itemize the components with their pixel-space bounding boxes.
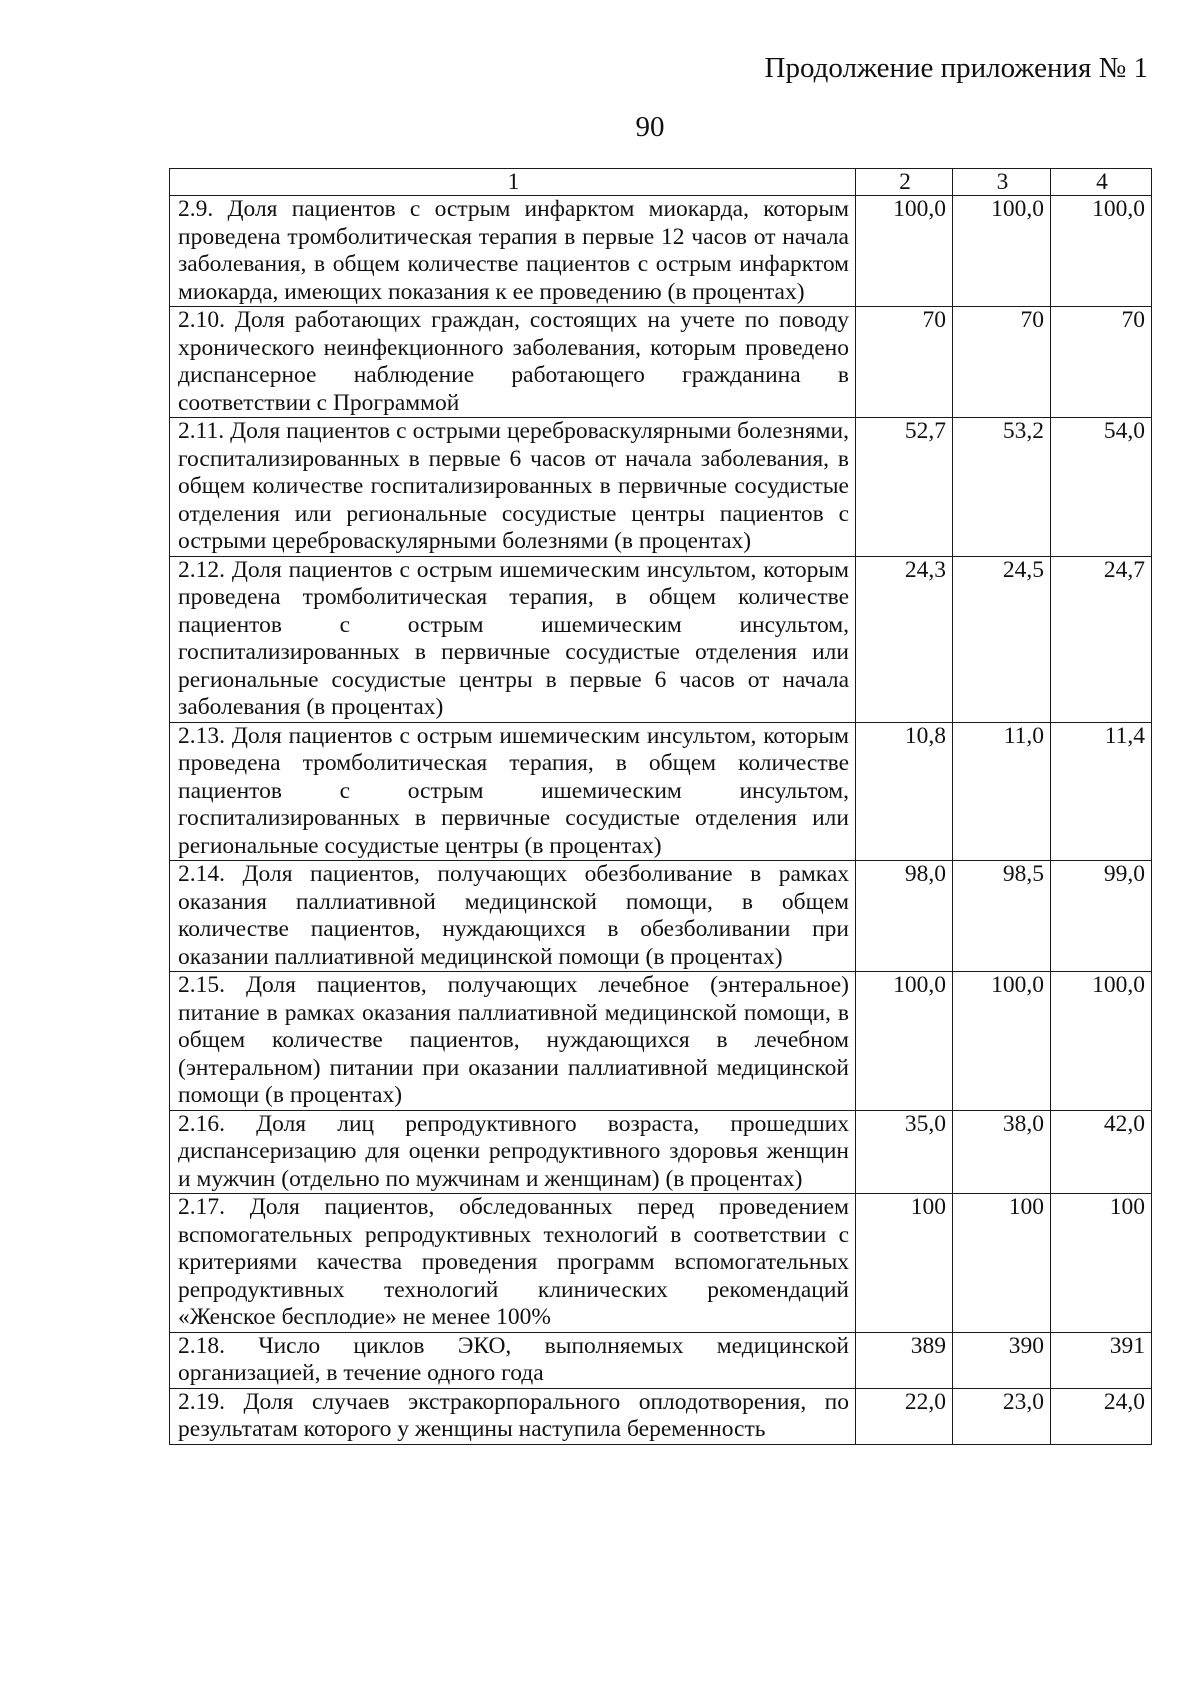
indicator-value-col3: 70 — [953, 307, 1051, 418]
indicator-value-col3: 38,0 — [953, 1110, 1051, 1194]
indicator-description: 2.18. Число циклов ЭКО, выполняемых медицинской организацией, в течение одного года — [170, 1332, 856, 1388]
indicator-value-col2: 24,3 — [856, 556, 953, 722]
indicator-value-col4: 100,0 — [1051, 972, 1152, 1111]
indicator-value-col3: 24,5 — [953, 556, 1051, 722]
indicator-description: 2.12. Доля пациентов с острым ишемическим инсультом, которым проведена тромболитическая терапия, в общем количестве пациентов с острым ишемическим инсультом, госпитализированных в первичные сосудистые отделения или региональные сосудистые центры в первые 6 часов от начала заболевания (в процентах) — [170, 556, 856, 722]
indicators-table — [169, 168, 1152, 1445]
indicator-value-col4: 100 — [1051, 1194, 1152, 1333]
indicator-description: 2.19. Доля случаев экстракорпорального оплодотворения, по результатам которого у женщины наступила беременность — [170, 1388, 856, 1444]
table-row — [170, 722, 1152, 861]
indicator-value-col4: 70 — [1051, 307, 1152, 418]
indicator-value-col4: 24,0 — [1051, 1388, 1152, 1444]
indicator-value-col3: 53,2 — [953, 418, 1051, 557]
column-header-4: 4 — [1051, 169, 1152, 196]
column-header-2: 2 — [856, 169, 953, 196]
indicator-value-col4: 42,0 — [1051, 1110, 1152, 1194]
indicator-description: 2.17. Доля пациентов, обследованных перед проведением вспомогательных репродуктивных технологий в соответствии с критериями качества проведения программ вспомогательных репродуктивных технологий клинических рекомендаций «Женское бесплодие» не менее 100% — [170, 1194, 856, 1333]
table-row — [170, 1194, 1152, 1333]
indicator-description: 2.14. Доля пациентов, получающих обезболивание в рамках оказания паллиативной медицинской помощи, в общем количестве пациентов, нуждающихся в обезболивании при оказании паллиативной медицинской помощи (в процентах) — [170, 861, 856, 972]
indicator-value-col2: 52,7 — [856, 418, 953, 557]
indicator-description: 2.11. Доля пациентов с острыми цереброваскулярными болезнями, госпитализированных в первые 6 часов от начала заболевания, в общем количестве госпитализированных в первичные сосудистые отделения или региональные сосудистые центры пациентов с острыми цереброваскулярными болезнями (в процентах) — [170, 418, 856, 557]
page-number: 90 — [635, 111, 665, 143]
indicator-value-col3: 23,0 — [953, 1388, 1051, 1444]
table-row — [170, 556, 1152, 722]
indicator-value-col2: 100,0 — [856, 196, 953, 307]
table-row — [170, 861, 1152, 972]
indicator-value-col2: 98,0 — [856, 861, 953, 972]
column-header-3: 3 — [953, 169, 1051, 196]
table-row — [170, 1332, 1152, 1388]
indicator-description: 2.15. Доля пациентов, получающих лечебное (энтеральное) питание в рамках оказания паллиативной медицинской помощи, в общем количестве пациентов, нуждающихся в лечебном (энтеральном) питании при оказании паллиативной медицинской помощи (в процентах) — [170, 972, 856, 1111]
indicator-value-col2: 35,0 — [856, 1110, 953, 1194]
indicator-value-col2: 22,0 — [856, 1388, 953, 1444]
indicator-value-col3: 100 — [953, 1194, 1051, 1333]
indicator-value-col2: 100,0 — [856, 972, 953, 1111]
indicator-value-col3: 390 — [953, 1332, 1051, 1388]
indicator-description: 2.16. Доля лиц репродуктивного возраста, прошедших диспансеризацию для оценки репродуктивного здоровья женщин и мужчин (отдельно по мужчинам и женщинам) (в процентах) — [170, 1110, 856, 1194]
indicator-description: 2.9. Доля пациентов с острым инфарктом миокарда, которым проведена тромболитическая терапия в первые 12 часов от начала заболевания, в общем количестве пациентов с острым инфарктом миокарда, имеющих показания к ее проведению (в процентах) — [170, 196, 856, 307]
indicator-value-col4: 24,7 — [1051, 556, 1152, 722]
indicator-value-col2: 70 — [856, 307, 953, 418]
indicator-value-col4: 100,0 — [1051, 196, 1152, 307]
indicator-value-col2: 10,8 — [856, 722, 953, 861]
column-number-row — [170, 169, 1152, 196]
table-row — [170, 418, 1152, 557]
indicator-value-col2: 389 — [856, 1332, 953, 1388]
indicator-value-col3: 11,0 — [953, 722, 1051, 861]
indicator-value-col4: 391 — [1051, 1332, 1152, 1388]
table-row — [170, 196, 1152, 307]
appendix-continuation-header: Продолжение приложения № 1 — [764, 52, 1148, 84]
table-row — [170, 307, 1152, 418]
indicator-value-col3: 100,0 — [953, 972, 1051, 1111]
indicator-description: 2.10. Доля работающих граждан, состоящих на учете по поводу хронического неинфекционного заболевания, которым проведено диспансерное наблюдение работающего гражданина в соответствии с Программой — [170, 307, 856, 418]
column-header-1: 1 — [170, 169, 856, 196]
indicator-description: 2.13. Доля пациентов с острым ишемическим инсультом, которым проведена тромболитическая терапия, в общем количестве пациентов с острым ишемическим инсультом, госпитализированных в первичные сосудистые отделения или региональные сосудистые центры (в процентах) — [170, 722, 856, 861]
indicator-value-col4: 99,0 — [1051, 861, 1152, 972]
indicator-value-col3: 98,5 — [953, 861, 1051, 972]
indicator-value-col4: 54,0 — [1051, 418, 1152, 557]
table-row — [170, 1110, 1152, 1194]
indicator-value-col3: 100,0 — [953, 196, 1051, 307]
table-row — [170, 972, 1152, 1111]
table-row — [170, 1388, 1152, 1444]
indicator-value-col4: 11,4 — [1051, 722, 1152, 861]
indicator-value-col2: 100 — [856, 1194, 953, 1333]
